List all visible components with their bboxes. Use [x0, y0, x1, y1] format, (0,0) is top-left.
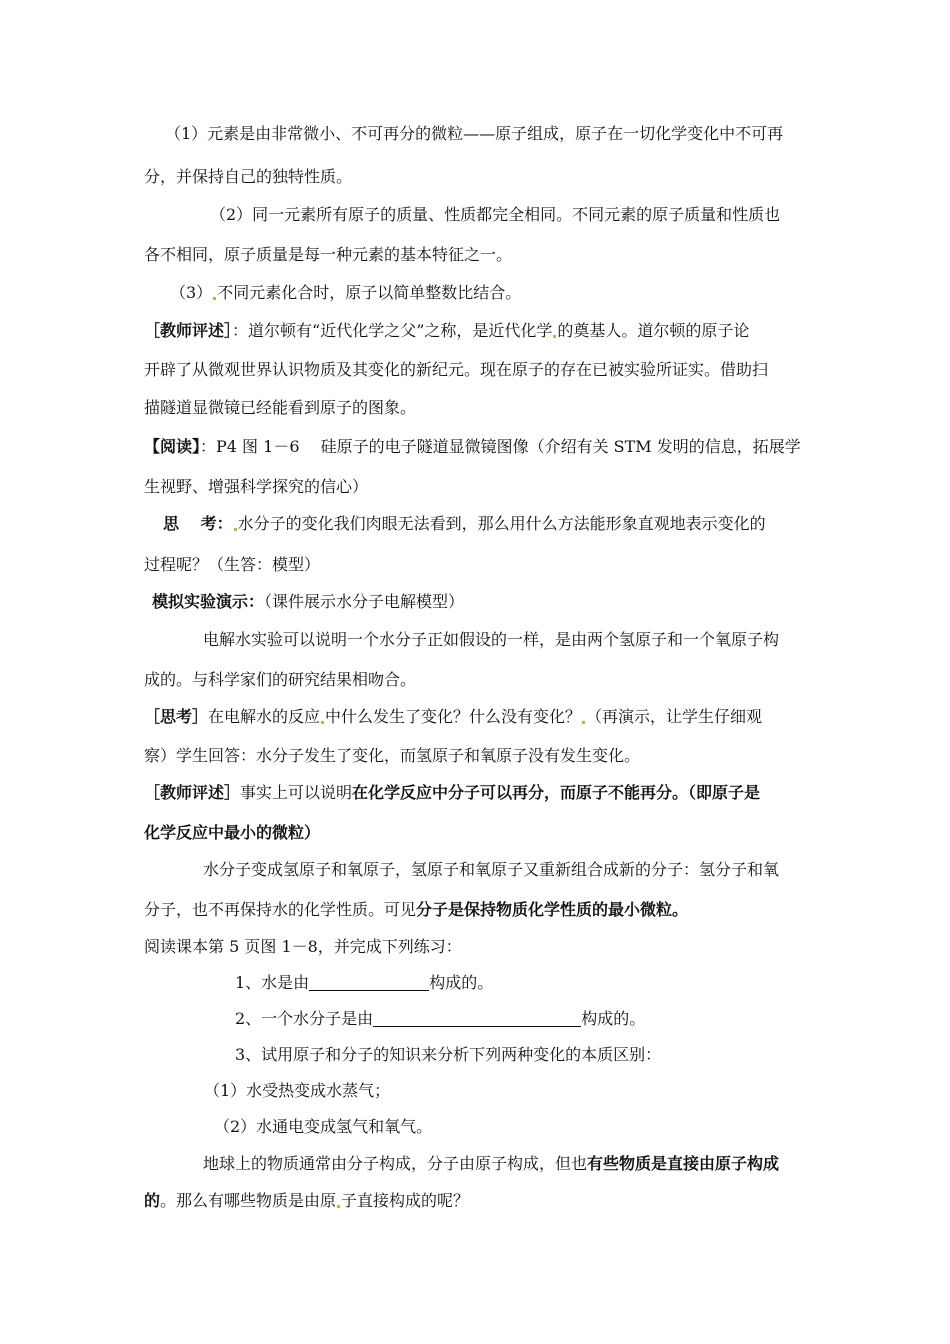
paragraph-element-3: [170, 283, 521, 303]
molecule-text: 分子，也不再保持水的化学性质。可见: [144, 900, 417, 919]
earth-text: 地球上的物质通常由分子构成，分子由原子构成，但也: [203, 1154, 588, 1173]
earth-line2: [144, 1191, 469, 1211]
teacher-comment-2-line2: 化学反应中最小的微粒）: [144, 823, 321, 842]
exercise-1: [235, 973, 493, 993]
paragraph-element-2-line2: 各不相同，原子质量是每一种元素的基本特征之一。: [144, 245, 513, 264]
dot-mark: [321, 721, 324, 724]
dot-mark: [234, 528, 237, 531]
dot-mark: [553, 335, 556, 338]
exercise-1-blank[interactable]: [309, 975, 429, 991]
dot-mark: [582, 721, 585, 724]
teacher-comment-text: ：道尔顿有“近代化学之父”之称，是近代化学: [232, 321, 553, 340]
reading-line1: [144, 437, 801, 457]
earth-bold: 有些物质是直接由原子构成: [587, 1154, 780, 1173]
reading-instruction: 阅读课本第 5 页图 1－8，并完成下列练习：: [144, 937, 462, 956]
simulation-text: （课件展示水分子电解模型）: [264, 592, 465, 611]
earth-text: 子直接构成的呢？: [341, 1191, 470, 1210]
reading-text: ：P4 图 1－6 硅原子的电子隧道显微镜图像（介绍有关 STM 发明的信息，拓展学: [200, 437, 801, 456]
teacher-comment-label: ［教师评述］: [144, 321, 233, 340]
question-1: （1）水受热变成水蒸气；: [204, 1081, 391, 1100]
teacher-comment-2-bold: 在化学反应中分子可以再分，而原子不能再分。（即原子是: [352, 783, 761, 802]
paragraph-element-1-line2: 分，并保持自己的独特性质。: [144, 167, 353, 186]
earth-line1: [203, 1154, 779, 1174]
think-2-line2: 察）学生回答：水分子发生了变化，而氢原子和氧原子没有发生变化。: [144, 746, 641, 765]
think-1-line2: 过程呢？（生答：模型）: [144, 555, 321, 574]
think-label: 思 考：: [163, 514, 233, 533]
think-text: 水分子的变化我们肉眼无法看到，那么用什么方法能形象直观地表示变化的: [237, 514, 766, 533]
paragraph-element-3-number: （3）: [170, 283, 213, 302]
paragraph-element-3-text: 不同元素化合时，原子以简单整数比结合。: [217, 283, 522, 302]
exercise-2-text: 2、一个水分子是由: [235, 1009, 374, 1028]
molecule-bold: 分子是保持物质化学性质的最小微粒。: [416, 900, 689, 919]
teacher-comment-1-line1: [144, 321, 749, 341]
teacher-comment-2-label: ［教师评述］: [144, 783, 241, 802]
teacher-comment-1-line3: 描隧道显微镜已经能看到原子的图象。: [144, 398, 417, 417]
teacher-comment-text: 的奠基人。道尔顿的原子论: [557, 321, 750, 340]
think-2-line1: [144, 707, 762, 727]
exercise-1-text: 1、水是由: [235, 973, 310, 992]
think-2-text: 中什么发生了变化？什么没有变化？: [325, 707, 582, 726]
exercise-2: [235, 1009, 645, 1029]
molecule-line1: 水分子变成氢原子和氧原子，氢原子和氧原子又重新组合成新的分子：氢分子和氧: [203, 860, 780, 879]
think-1-line1: [163, 514, 766, 534]
simulation-label: 模拟实验演示：: [152, 592, 265, 611]
reading-label: 【阅读】: [144, 437, 201, 456]
earth-bold: 的: [144, 1191, 161, 1210]
paragraph-element-1-line1: （1）元素是由非常微小、不可再分的微粒——原子组成，原子在一切化学变化中不可再: [165, 124, 784, 143]
teacher-comment-2-line1: [144, 783, 760, 803]
reading-line2: 生视野、增强科学探究的信心）: [144, 477, 369, 496]
paragraph-element-2-line1: （2）同一元素所有原子的质量、性质都完全相同。不同元素的原子质量和性质也: [210, 205, 781, 224]
teacher-comment-2-text: 事实上可以说明: [240, 783, 353, 802]
dot-mark: [337, 1205, 340, 1208]
think-2-label: ［思考］: [144, 707, 209, 726]
think-2-text: 在电解水的反应: [208, 707, 321, 726]
dot-mark: [213, 297, 216, 300]
teacher-comment-1-line2: 开辟了从微观世界认识物质及其变化的新纪元。现在原子的存在已被实验所证实。借助扫: [144, 360, 769, 379]
exercise-2-tail: 构成的。: [581, 1009, 646, 1028]
think-2-text: （再演示，让学生仔细观: [586, 707, 763, 726]
electrolysis-line2: 成的。与科学家们的研究结果相吻合。: [144, 670, 417, 689]
question-2: （2）水通电变成氢气和氧气。: [214, 1117, 433, 1136]
earth-text: 。那么有哪些物质是由原: [160, 1191, 337, 1210]
exercise-1-tail: 构成的。: [429, 973, 494, 992]
exercise-2-blank[interactable]: [373, 1011, 581, 1027]
electrolysis-line1: 电解水实验可以说明一个水分子正如假设的一样，是由两个氢原子和一个氧原子构: [203, 630, 780, 649]
molecule-line2: [144, 900, 688, 920]
simulation-line: [152, 592, 464, 612]
exercise-3: 3、试用原子和分子的知识来分析下列两种变化的本质区别：: [235, 1045, 662, 1064]
